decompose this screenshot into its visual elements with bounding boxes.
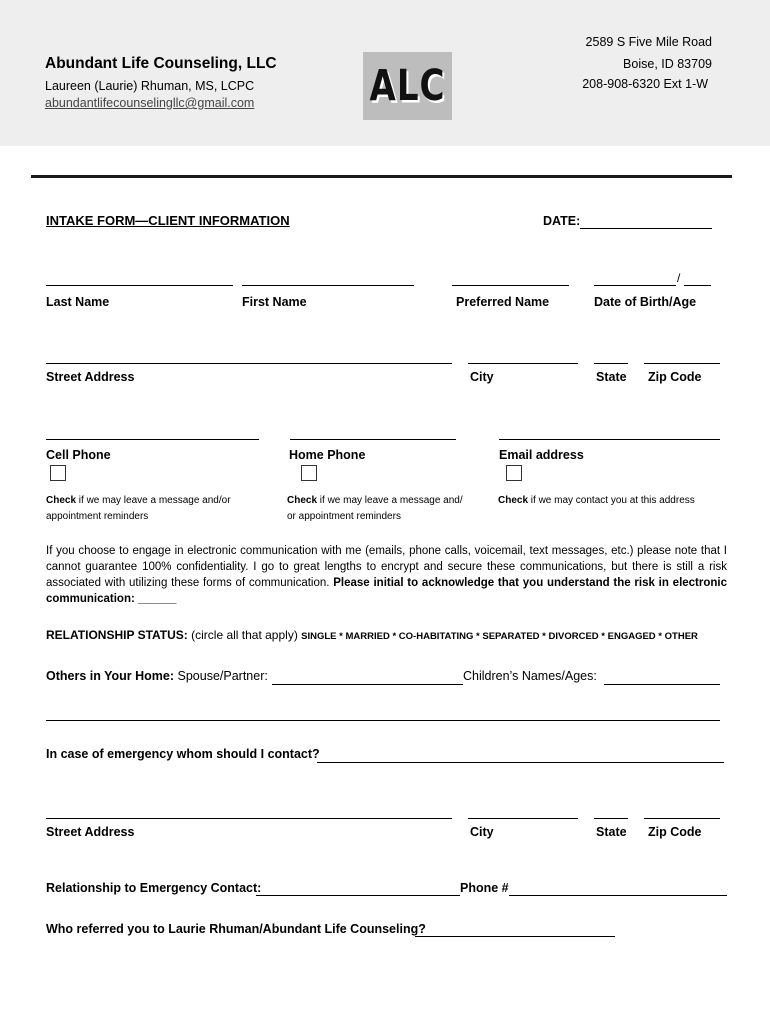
- spouse-label: Spouse/Partner:: [174, 669, 268, 683]
- others-label: Others in Your Home:: [46, 669, 175, 683]
- header-divider: [31, 175, 732, 178]
- email-link[interactable]: abundantlifecounselingllc@gmail.com: [45, 96, 255, 110]
- zip-field[interactable]: [644, 363, 720, 364]
- city-label: City: [470, 370, 494, 384]
- check-word: Check: [46, 495, 77, 506]
- letterhead: [0, 0, 770, 146]
- email-field[interactable]: [499, 439, 720, 440]
- emergency-street-label: Street Address: [46, 825, 135, 839]
- preferred-name-field[interactable]: [452, 285, 569, 286]
- children-label: Children’s Names/Ages:: [463, 669, 597, 683]
- cell-message-checkbox[interactable]: [50, 465, 66, 481]
- zip-label: Zip Code: [648, 370, 702, 384]
- emergency-contact-field[interactable]: [317, 762, 724, 763]
- first-name-label: First Name: [242, 295, 307, 309]
- others-in-home-row: [46, 669, 268, 683]
- counselor-name: Laureen (Laurie) Rhuman, MS, LCPC: [45, 79, 255, 93]
- date-field[interactable]: [580, 228, 712, 229]
- form-title: INTAKE FORM—CLIENT INFORMATION: [46, 213, 290, 228]
- emergency-city-field[interactable]: [468, 818, 578, 819]
- alc-logo: [363, 52, 452, 120]
- date-label: DATE:: [543, 214, 581, 228]
- emergency-contact-label: In case of emergency whom should I contact?: [46, 747, 320, 761]
- email-contact-checkbox[interactable]: [506, 465, 522, 481]
- address-line1: 2589 S Five Mile Road: [585, 35, 712, 49]
- street-address-label: Street Address: [46, 370, 135, 384]
- street-address-field[interactable]: [46, 363, 452, 364]
- age-field[interactable]: [684, 285, 711, 286]
- address-line2: Boise, ID 83709: [623, 57, 712, 71]
- dob-age-label: Date of Birth/Age: [594, 295, 697, 309]
- state-field[interactable]: [594, 363, 628, 364]
- electronic-communication-notice: If you choose to engage in electronic communication with me (emails, phone calls, voicemail, text messages, etc.) please note that I cannot guarantee 100% confidentiality. I go to great lengths to encrypt and secure these communications, but there is still a risk associated with utilizing these forms of communication. Please initial to acknowledge that you understand the risk in electronic communication: ______: [46, 545, 727, 605]
- city-field[interactable]: [468, 363, 578, 364]
- home-message-checkbox[interactable]: [301, 465, 317, 481]
- check-word: Check: [287, 495, 318, 506]
- cell-phone-label: Cell Phone: [46, 448, 111, 462]
- children-names-field[interactable]: [604, 684, 720, 685]
- emergency-city-label: City: [470, 825, 494, 839]
- initials-field[interactable]: ______: [138, 593, 177, 605]
- emergency-zip-field[interactable]: [644, 818, 720, 819]
- cell-check-note: Check if we may leave a message and/or appointment reminders: [46, 495, 231, 522]
- emergency-state-field[interactable]: [594, 818, 628, 819]
- preferred-name-label: Preferred Name: [456, 295, 550, 309]
- logo-text: ALC: [369, 61, 446, 111]
- phone-label: Phone #: [460, 881, 509, 895]
- relationship-contact-label: Relationship to Emergency Contact:: [46, 881, 262, 895]
- dob-field[interactable]: [594, 285, 676, 286]
- emergency-phone-field[interactable]: [509, 895, 727, 896]
- spouse-partner-field[interactable]: [272, 684, 463, 685]
- cell-phone-field[interactable]: [46, 439, 259, 440]
- emergency-zip-label: Zip Code: [648, 825, 702, 839]
- last-name-label: Last Name: [46, 295, 110, 309]
- referral-label: Who referred you to Laurie Rhuman/Abundant Life Counseling?: [46, 922, 426, 936]
- email-address-label: Email address: [499, 448, 584, 462]
- state-label: State: [596, 370, 627, 384]
- last-name-field[interactable]: [46, 285, 233, 286]
- referral-field[interactable]: [415, 936, 615, 937]
- emergency-state-label: State: [596, 825, 627, 839]
- check-word: Check: [498, 495, 529, 506]
- practice-phone: 208-908-6320 Ext 1-W: [582, 77, 708, 91]
- emergency-street-field[interactable]: [46, 818, 452, 819]
- first-name-field[interactable]: [242, 285, 414, 286]
- others-continuation-field[interactable]: [46, 720, 720, 721]
- relationship-contact-field[interactable]: [256, 895, 460, 896]
- relationship-options[interactable]: SINGLE * MARRIED * CO-HABITATING * SEPARATED * DIVORCED * ENGAGED * OTHER: [301, 631, 698, 642]
- practice-name: Abundant Life Counseling, LLC: [45, 55, 277, 72]
- dob-separator: /: [677, 271, 681, 285]
- relationship-status-label: RELATIONSHIP STATUS:: [46, 628, 188, 642]
- relationship-status-row: RELATIONSHIP STATUS: (circle all that apply) SINGLE * MARRIED * CO-HABITATING * SEPARATED * DIVORCED * ENGAGED * OTHER: [46, 628, 698, 642]
- email-check-note: Check if we may contact you at this address: [498, 495, 695, 506]
- home-phone-field[interactable]: [290, 439, 456, 440]
- home-check-note: Check if we may leave a message and/ or appointment reminders: [287, 495, 463, 522]
- home-phone-label: Home Phone: [289, 448, 366, 462]
